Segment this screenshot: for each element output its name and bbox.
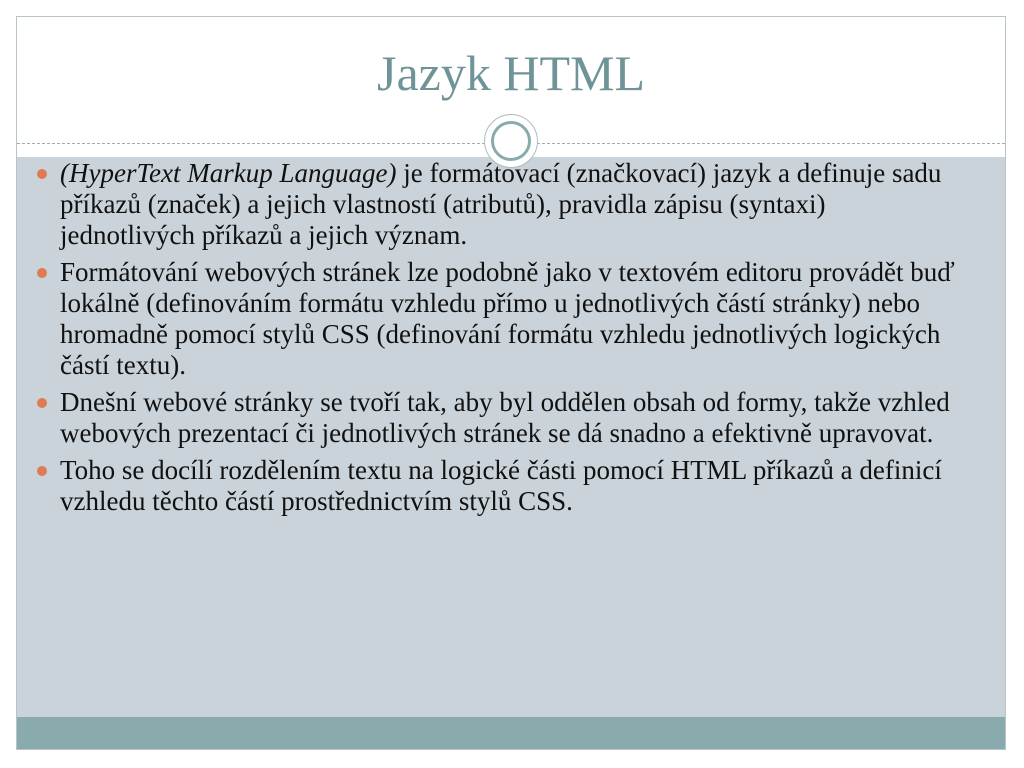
slide-title: Jazyk HTML xyxy=(377,45,645,101)
bullet-item xyxy=(36,257,966,381)
bullet-text: Formátování webových stránek lze podobně jako v textovém editoru provádět buď lokálně (definováním formátu vzhledu přímo u jednotlivých částí stránky) nebo hromadně pomocí stylů CSS (definování formátu vzhledu jednotlivých logických částí textu). xyxy=(60,257,955,380)
footer-band xyxy=(17,717,1005,750)
bullet-dot-icon xyxy=(37,466,47,476)
bullet-list xyxy=(36,158,966,523)
bullet-dot-icon xyxy=(37,398,47,408)
bullet-lead-italic: (HyperText Markup Language) xyxy=(60,158,397,188)
bullet-text: Dnešní webové stránky se tvoří tak, aby byl oddělen obsah od formy, takže vzhled webových prezentací či jednotlivých stránek se dá snadno a efektivně upravovat. xyxy=(60,387,950,448)
bullet-item xyxy=(36,158,966,251)
circle-ornament-ring xyxy=(491,121,531,161)
bullet-item xyxy=(36,387,966,449)
bullet-text: Toho se docílí rozdělením textu na logické části pomocí HTML příkazů a definicí vzhledu těchto částí prostřednictvím stylů CSS. xyxy=(60,455,942,516)
bullet-dot-icon xyxy=(37,169,47,179)
bullet-item xyxy=(36,455,966,517)
bullet-dot-icon xyxy=(37,268,47,278)
bullet-text: je formátovací (značkovací) jazyk a definuje sadu příkazů (značek) a jejich vlastností (atributů), pravidla zápisu (syntaxi) jednotlivých příkazů a jejich význam. xyxy=(60,158,942,250)
